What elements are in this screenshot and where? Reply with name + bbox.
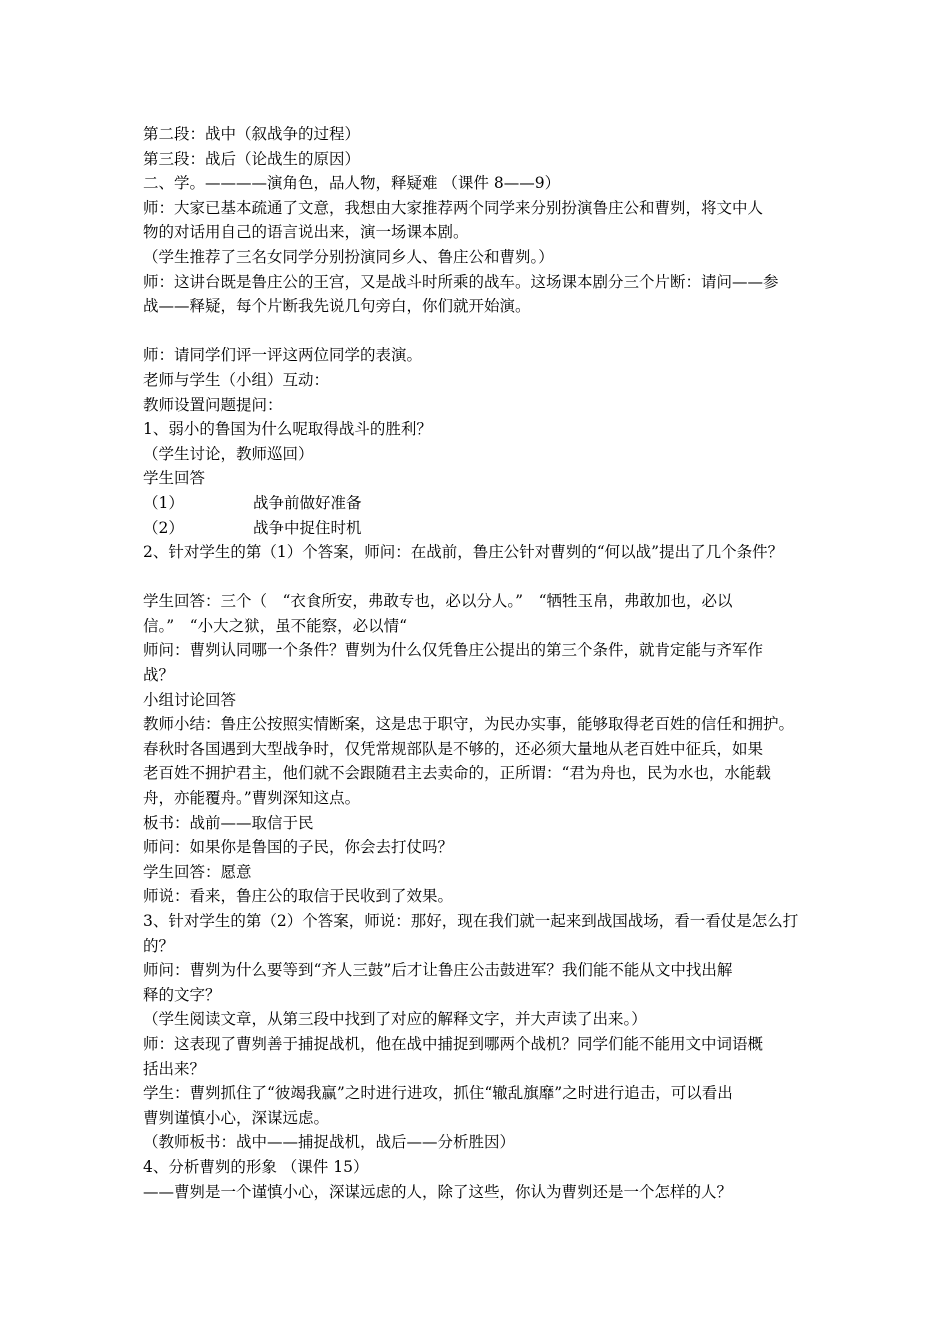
- text-line: 小组讨论回答: [143, 690, 237, 709]
- text-line: 3、针对学生的第（2）个答案，师说：那好，现在我们就一起来到战国战场，看一看仗是怎么打: [143, 912, 799, 930]
- text-line: 括出来？: [143, 1059, 206, 1078]
- text-line: （学生讨论，教师巡回）: [143, 444, 314, 463]
- text-line: 师：这表现了曹刿善于捕捉战机，他在战中捕捉到哪两个战机？同学们能不能用文中词语概: [143, 1034, 764, 1053]
- text-line: 师：这讲台既是鲁庄公的王宫，又是战斗时所乘的战车。这场课本剧分三个片断：请问——参: [143, 272, 779, 291]
- text-line: 曹刿谨慎小心，深谋远虑。: [143, 1108, 330, 1127]
- answer-item: [143, 516, 818, 541]
- text-line: 师：大家已基本疏通了文意，我想由大家推荐两个同学来分别扮演鲁庄公和曹刿，将文中人: [143, 198, 764, 217]
- text-line: 师问：曹刿为什么要等到“齐人三鼓”后才让鲁庄公击鼓进军？我们能不能从文中找出解: [143, 961, 733, 980]
- answer-number: （2）: [143, 518, 184, 537]
- text-line: 学生回答: [143, 469, 206, 488]
- text-line: 第二段：战中（叙战争的过程）: [143, 125, 361, 143]
- answer-text: 战争前做好准备: [253, 493, 362, 512]
- text-line: 舟，亦能覆舟。”曹刿深知这点。: [143, 789, 361, 808]
- text-line: 师问：曹刿认同哪一个条件？曹刿为什么仅凭鲁庄公提出的第三个条件，就肯定能与齐军作: [143, 641, 764, 660]
- text-line: 师问：如果你是鲁国的子民，你会去打仗吗？: [143, 838, 454, 857]
- text-line: （学生推荐了三名女同学分别扮演同乡人、鲁庄公和曹刿。）: [143, 247, 554, 266]
- text-line: 战——释疑，每个片断我先说几句旁白，你们就开始演。: [143, 297, 531, 316]
- text-line: 学生：曹刿抓住了“彼竭我赢”之时进行进攻，抓住“辙乱旗靡”之时进行追击，可以看出: [143, 1084, 733, 1103]
- answer-item: [143, 491, 818, 516]
- text-line: 战？: [143, 666, 175, 685]
- text-line: 板书：战前——取信于民: [143, 813, 314, 832]
- text-line: （教师板书：战中——捕捉战机，战后——分析胜因）: [143, 1133, 516, 1152]
- blank-line: [143, 319, 818, 344]
- answer-text: 战争中捉住时机: [253, 518, 362, 537]
- text-line: 的？: [143, 936, 175, 955]
- text-line: 学生回答：三个（ “衣食所安，弗敢专也，必以分人。” “牺牲玉帛，弗敢加也，必以: [143, 592, 733, 611]
- text-line: 二、学。————演角色，品人物，释疑难 （课件 8——9）: [143, 174, 561, 193]
- text-line: ——曹刿是一个谨慎小心，深谋远虑的人，除了这些，你认为曹刿还是一个怎样的人？: [143, 1182, 733, 1201]
- text-line: 师：请同学们评一评这两位同学的表演。: [143, 346, 423, 365]
- text-line: 教师设置问题提问：: [143, 395, 283, 414]
- text-line: 第三段：战后（论战生的原因）: [143, 149, 361, 168]
- text-line: 释的文字？: [143, 985, 221, 1004]
- text-line: 老师与学生（小组）互动：: [143, 370, 330, 389]
- text-line: 1、弱小的鲁国为什么呢取得战斗的胜利？: [143, 420, 432, 439]
- text-line: 信。” “小大之狱，虽不能察，必以情“: [143, 616, 408, 635]
- text-line: 老百姓不拥护君主，他们就不会跟随君主去卖命的，正所谓：“君为舟也，民为水也，水能载: [143, 764, 771, 783]
- text-line: 学生回答：愿意: [143, 862, 252, 881]
- text-line: 2、针对学生的第（1）个答案，师问：在战前，鲁庄公针对曹刿的“何以战”提出了几个条件？: [143, 543, 784, 562]
- answer-number: （1）: [143, 493, 184, 512]
- blank-line: [143, 565, 818, 590]
- text-line: 教师小结：鲁庄公按照实情断案，这是忠于职守，为民办实事，能够取得老百姓的信任和拥护。: [143, 715, 795, 734]
- text-line: 春秋时各国遇到大型战争时，仅凭常规部队是不够的，还必须大量地从老百姓中征兵，如果: [143, 739, 764, 758]
- document-body: [143, 122, 818, 1204]
- text-line: 物的对话用自己的语言说出来，演一场课本剧。: [143, 223, 469, 242]
- text-line: 4、分析曹刿的形象 （课件 15）: [143, 1157, 369, 1176]
- text-line: （学生阅读文章，从第三段中找到了对应的解释文字，并大声读了出来。）: [143, 1010, 647, 1029]
- text-line: 师说：看来，鲁庄公的取信于民收到了效果。: [143, 887, 454, 906]
